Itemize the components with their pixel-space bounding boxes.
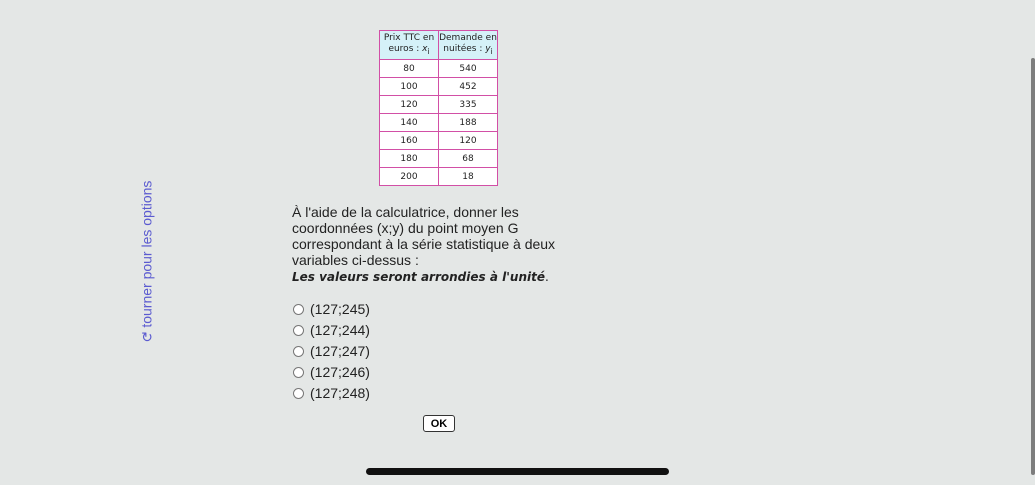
rotate-arrow-icon: ↻ <box>141 329 153 346</box>
answer-option-label: (127;247) <box>310 343 370 359</box>
header-price-var: x <box>422 44 428 55</box>
answer-option-1[interactable] <box>293 300 370 318</box>
header-demand <box>439 31 498 60</box>
table-cell-price: 200 <box>380 168 439 186</box>
radio-button[interactable] <box>293 325 304 336</box>
table-cell-price: 100 <box>380 78 439 96</box>
answer-option-label: (127;248) <box>310 385 370 401</box>
table-cell-price: 120 <box>380 96 439 114</box>
table-row <box>380 114 498 132</box>
data-table <box>379 30 498 186</box>
scrollbar[interactable] <box>1031 58 1035 475</box>
answer-option-4[interactable] <box>293 363 370 381</box>
table-cell-demand: 452 <box>439 78 498 96</box>
table-cell-price: 140 <box>380 114 439 132</box>
table-row <box>380 150 498 168</box>
table-cell-demand: 120 <box>439 132 498 150</box>
header-demand-sub: i <box>490 46 493 56</box>
table-header-row <box>380 31 498 60</box>
answer-option-5[interactable] <box>293 384 370 402</box>
header-price-sub: i <box>427 46 430 56</box>
header-price-line2: euros : <box>388 44 423 55</box>
table-cell-price: 180 <box>380 150 439 168</box>
table-cell-demand: 188 <box>439 114 498 132</box>
ok-button[interactable]: OK <box>423 415 455 432</box>
rounding-note-text: Les valeurs seront arrondies à l'unité <box>292 270 545 284</box>
answer-option-2[interactable] <box>293 321 370 339</box>
question-text: À l'aide de la calculatrice, donner les coordonnées (x;y) du point moyen G correspondant à la série statistique à deux variables ci-dessus : <box>292 204 556 268</box>
header-demand-var: y <box>485 44 491 55</box>
table-cell-price: 160 <box>380 132 439 150</box>
header-price-line1: Prix TTC en <box>383 33 435 44</box>
table-cell-demand: 335 <box>439 96 498 114</box>
table-cell-price: 80 <box>380 60 439 78</box>
header-demand-line2: nuitées : <box>443 44 486 55</box>
table-cell-demand: 18 <box>439 168 498 186</box>
table-row <box>380 168 498 186</box>
radio-button[interactable] <box>293 304 304 315</box>
table-row <box>380 132 498 150</box>
table-row <box>380 96 498 114</box>
table-cell-demand: 68 <box>439 150 498 168</box>
rounding-note-period: . <box>544 270 549 284</box>
answer-option-label: (127;246) <box>310 364 370 380</box>
answer-option-label: (127;245) <box>310 301 370 317</box>
table-row <box>380 78 498 96</box>
header-price <box>380 31 439 60</box>
radio-button[interactable] <box>293 367 304 378</box>
table-cell-demand: 540 <box>439 60 498 78</box>
rotate-options-link[interactable] <box>139 181 156 344</box>
home-indicator[interactable] <box>366 468 669 475</box>
table-row <box>380 60 498 78</box>
radio-button[interactable] <box>293 346 304 357</box>
header-demand-line1: Demande en <box>439 33 497 44</box>
rounding-note <box>292 270 549 284</box>
rotate-options-label: tourner pour les options <box>138 180 155 328</box>
radio-button[interactable] <box>293 388 304 399</box>
answer-option-3[interactable] <box>293 342 370 360</box>
answer-option-label: (127;244) <box>310 322 370 338</box>
